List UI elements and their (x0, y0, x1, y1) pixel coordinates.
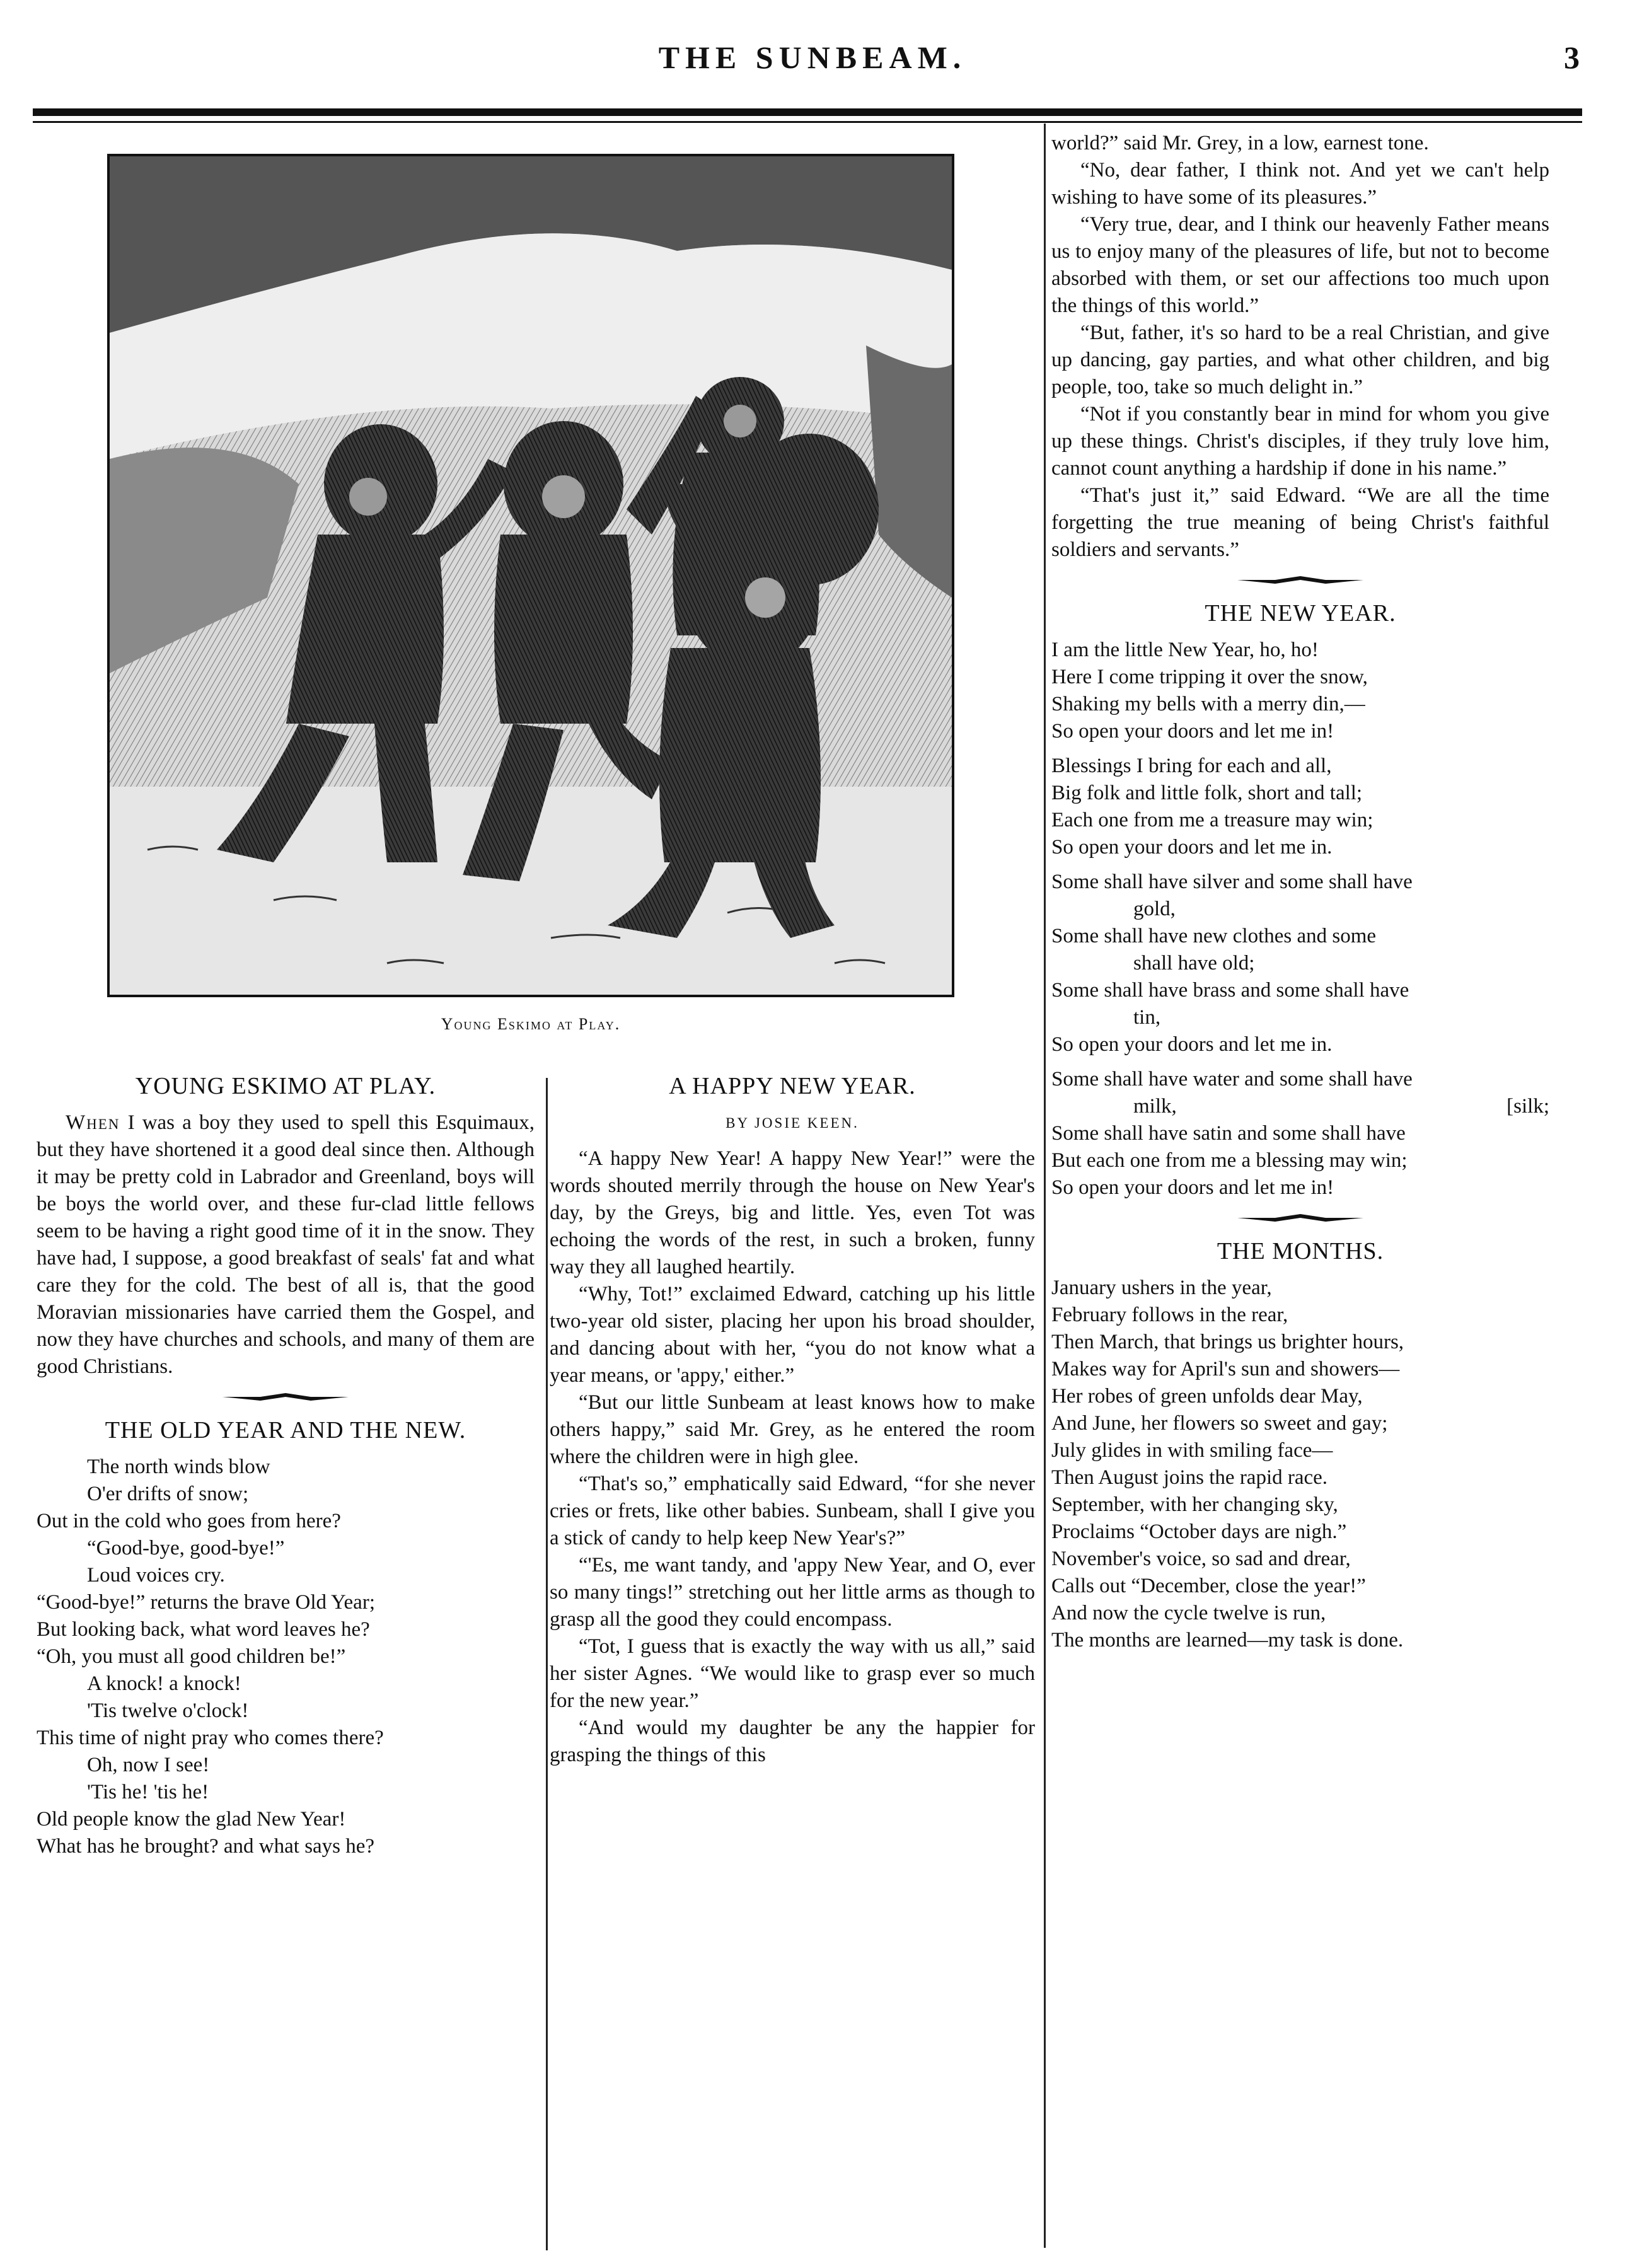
poem-line: November's voice, so sad and drear, (1051, 1548, 1351, 1570)
story-continued-paragraph: “Not if you constantly bear in mind for whom you give up these things. Christ's disciples, if they truly love him, cannot count anything a hardship if done in his name.” (1051, 403, 1549, 480)
poem-line: Here I come tripping it over the snow, (1051, 666, 1368, 688)
stanza-gap (1051, 1058, 1549, 1066)
left-column (37, 1072, 535, 1860)
poem-line: This time of night pray who comes there? (37, 1727, 384, 1749)
page-number: 3 (1564, 40, 1580, 75)
poem-line (1051, 1093, 1549, 1120)
right-column (1051, 130, 1549, 1654)
poem-line: The months are learned—my task is done. (1051, 1629, 1404, 1652)
eskimo-article-body: I was a boy they used to spell this Esquimaux, but they have shortened it a good deal since then. Although it may be pretty cold in Labrador and Greenland, boys will be boys the world over, and these fur-clad little fellows seem to be having a right good time of it in the snow. They have had, I suppose, a good breakfast of seals' fat and what care they for the cold. The best of all is, that the good Moravian missionaries have carried them the Gospel, and now they have churches and schools, and many of them are good Christians. (37, 1111, 535, 1378)
story-paragraph: “'Es, me want tandy, and 'appy New Year, and O, ever so many tings!” stretching out her little arms as though to grasp all the good they could encompass. (550, 1554, 1035, 1631)
poem-line: What has he brought? and what says he? (37, 1835, 375, 1858)
poem-line: So open your doors and let me in! (1051, 1176, 1334, 1199)
poem-line: “Good-bye, good-bye!” (87, 1537, 285, 1559)
column-divider-right (1044, 124, 1046, 2248)
story-paragraph: “A happy New Year! A happy New Year!” were the words shouted merrily through the house on New Year's day, by the Greys, big and little. Yes, even Tot was echoing the words of the rest, in such a broken, funny way they all laughed heartily. (550, 1147, 1035, 1278)
poem-line: September, with her changing sky, (1051, 1493, 1338, 1516)
new-year-poem-title: THE NEW YEAR. (1205, 600, 1396, 627)
poem-line: Some shall have new clothes and some (1051, 925, 1377, 947)
poem-line: shall have old; (1133, 952, 1255, 975)
eskimo-article-lead: When (66, 1111, 120, 1134)
old-year-poem-title: THE OLD YEAR AND THE NEW. (105, 1417, 466, 1444)
story-paragraph: “Tot, I guess that is exactly the way with us all,” said her sister Agnes. “We would like to grasp ever so much for the new year.” (550, 1635, 1035, 1712)
months-poem (1051, 1275, 1549, 1654)
poem-line: So open your doors and let me in. (1051, 1033, 1333, 1056)
poem-line: So open your doors and let me in. (1051, 836, 1333, 859)
new-year-poem (1051, 637, 1549, 1201)
story-paragraph: “But our little Sunbeam at least knows how to make others happy,” said Mr. Grey, as he entered the room where the children were in high glee. (550, 1391, 1035, 1468)
happy-new-year-byline: BY JOSIE KEEN. (726, 1115, 859, 1131)
poem-line: “Good-bye!” returns the brave Old Year; (37, 1591, 375, 1614)
poem-line: But each one from me a blessing may win; (1051, 1149, 1408, 1172)
section-separator (223, 1392, 349, 1402)
header-rule (33, 108, 1582, 116)
poem-line: Proclaims “October days are nigh.” (1051, 1520, 1347, 1543)
story-continued-paragraph: world?” said Mr. Grey, in a low, earnest tone. (1051, 132, 1429, 154)
poem-line: February follows in the rear, (1051, 1304, 1288, 1326)
poem-line: Oh, now I see! (87, 1754, 210, 1776)
story-continued-paragraph: “Very true, dear, and I think our heavenly Father means us to enjoy many of the pleasures of life, but not to become absorbed with them, or set our affections too much upon the things of this world.” (1051, 213, 1549, 317)
poem-line: Makes way for April's sun and showers— (1051, 1358, 1400, 1380)
poem-line: 'Tis twelve o'clock! (87, 1699, 249, 1722)
middle-column (550, 1072, 1035, 1769)
eskimo-article-text (37, 1109, 535, 1380)
eskimo-article-title: YOUNG ESKIMO AT PLAY. (135, 1073, 436, 1099)
poem-line: Then August joins the rapid race. (1051, 1466, 1328, 1489)
stanza-gap (1051, 745, 1549, 753)
poem-line: Some shall have water and some shall have (1051, 1068, 1413, 1091)
poem-line: But looking back, what word leaves he? (37, 1618, 370, 1641)
poem-line: gold, (1133, 898, 1176, 920)
poem-line: Blessings I bring for each and all, (1051, 755, 1332, 777)
poem-line: Some shall have silver and some shall have (1051, 871, 1413, 893)
eskimo-illustration (107, 154, 954, 997)
poem-line: Calls out “December, close the year!” (1051, 1575, 1366, 1597)
story-paragraph: “That's so,” emphatically said Edward, “for she never cries or frets, like other babies. Sunbeam, shall I give you a stick of candy to help keep New Year's?” (550, 1472, 1035, 1549)
stanza-gap (1051, 861, 1549, 869)
poem-line-milk: milk, (1133, 1095, 1177, 1118)
poem-line: “Oh, you must all good children be!” (37, 1645, 346, 1668)
story-continued-paragraph: “No, dear father, I think not. And yet we can't help wishing to have some of its pleasures.” (1051, 159, 1549, 209)
poem-line-silk: [silk; (1506, 1095, 1549, 1118)
poem-line: January ushers in the year, (1051, 1276, 1272, 1299)
poem-line: Each one from me a treasure may win; (1051, 809, 1373, 831)
section-separator (1237, 575, 1363, 585)
poem-line: O'er drifts of snow; (87, 1483, 249, 1505)
section-separator (1237, 1213, 1363, 1223)
poem-line: July glides in with smiling face— (1051, 1439, 1333, 1462)
poem-line: And June, her flowers so sweet and gay; (1051, 1412, 1388, 1435)
poem-line: I am the little New Year, ho, ho! (1051, 639, 1319, 661)
figure-caption: Young Eskimo at Play. (441, 1015, 621, 1033)
poem-line: And now the cycle twelve is run, (1051, 1602, 1326, 1624)
poem-line: 'Tis he! 'tis he! (87, 1781, 209, 1803)
story-paragraph: “Why, Tot!” exclaimed Edward, catching up his little two-year old sister, placing her upon his broad shoulder, and dancing about with her, “you do not know what a year means, or 'appy,' either.” (550, 1283, 1035, 1387)
header-rule-thin (33, 121, 1582, 123)
months-poem-title: THE MONTHS. (1217, 1238, 1384, 1264)
poem-line: So open your doors and let me in! (1051, 720, 1334, 743)
story-continued-paragraph: “That's just it,” said Edward. “We are all the time forgetting the true meaning of being Christ's faithful soldiers and servants.” (1051, 484, 1549, 561)
poem-line: Loud voices cry. (87, 1564, 225, 1587)
column-divider-middle (546, 1078, 548, 2250)
happy-new-year-title: A HAPPY NEW YEAR. (669, 1073, 916, 1099)
poem-line: Old people know the glad New Year! (37, 1808, 346, 1831)
story-paragraph: “And would my daughter be any the happier for grasping the things of this (550, 1716, 1035, 1766)
poem-line: Out in the cold who goes from here? (37, 1510, 341, 1532)
poem-line: Some shall have satin and some shall have (1051, 1122, 1406, 1145)
poem-line: A knock! a knock! (87, 1672, 241, 1695)
poem-line: tin, (1133, 1006, 1161, 1029)
poem-line: Her robes of green unfolds dear May, (1051, 1385, 1363, 1408)
poem-line: Some shall have brass and some shall have (1051, 979, 1409, 1002)
old-year-poem (37, 1454, 535, 1860)
poem-line: Big folk and little folk, short and tall; (1051, 782, 1363, 804)
poem-line: Then March, that brings us brighter hours, (1051, 1331, 1404, 1353)
page-header-title: THE SUNBEAM. (658, 40, 967, 75)
poem-line: Shaking my bells with a merry din,— (1051, 693, 1365, 715)
poem-line: The north winds blow (87, 1455, 270, 1478)
story-continued-paragraph: “But, father, it's so hard to be a real Christian, and give up dancing, gay parties, and what other children, and big people, too, take so much delight in.” (1051, 321, 1549, 398)
